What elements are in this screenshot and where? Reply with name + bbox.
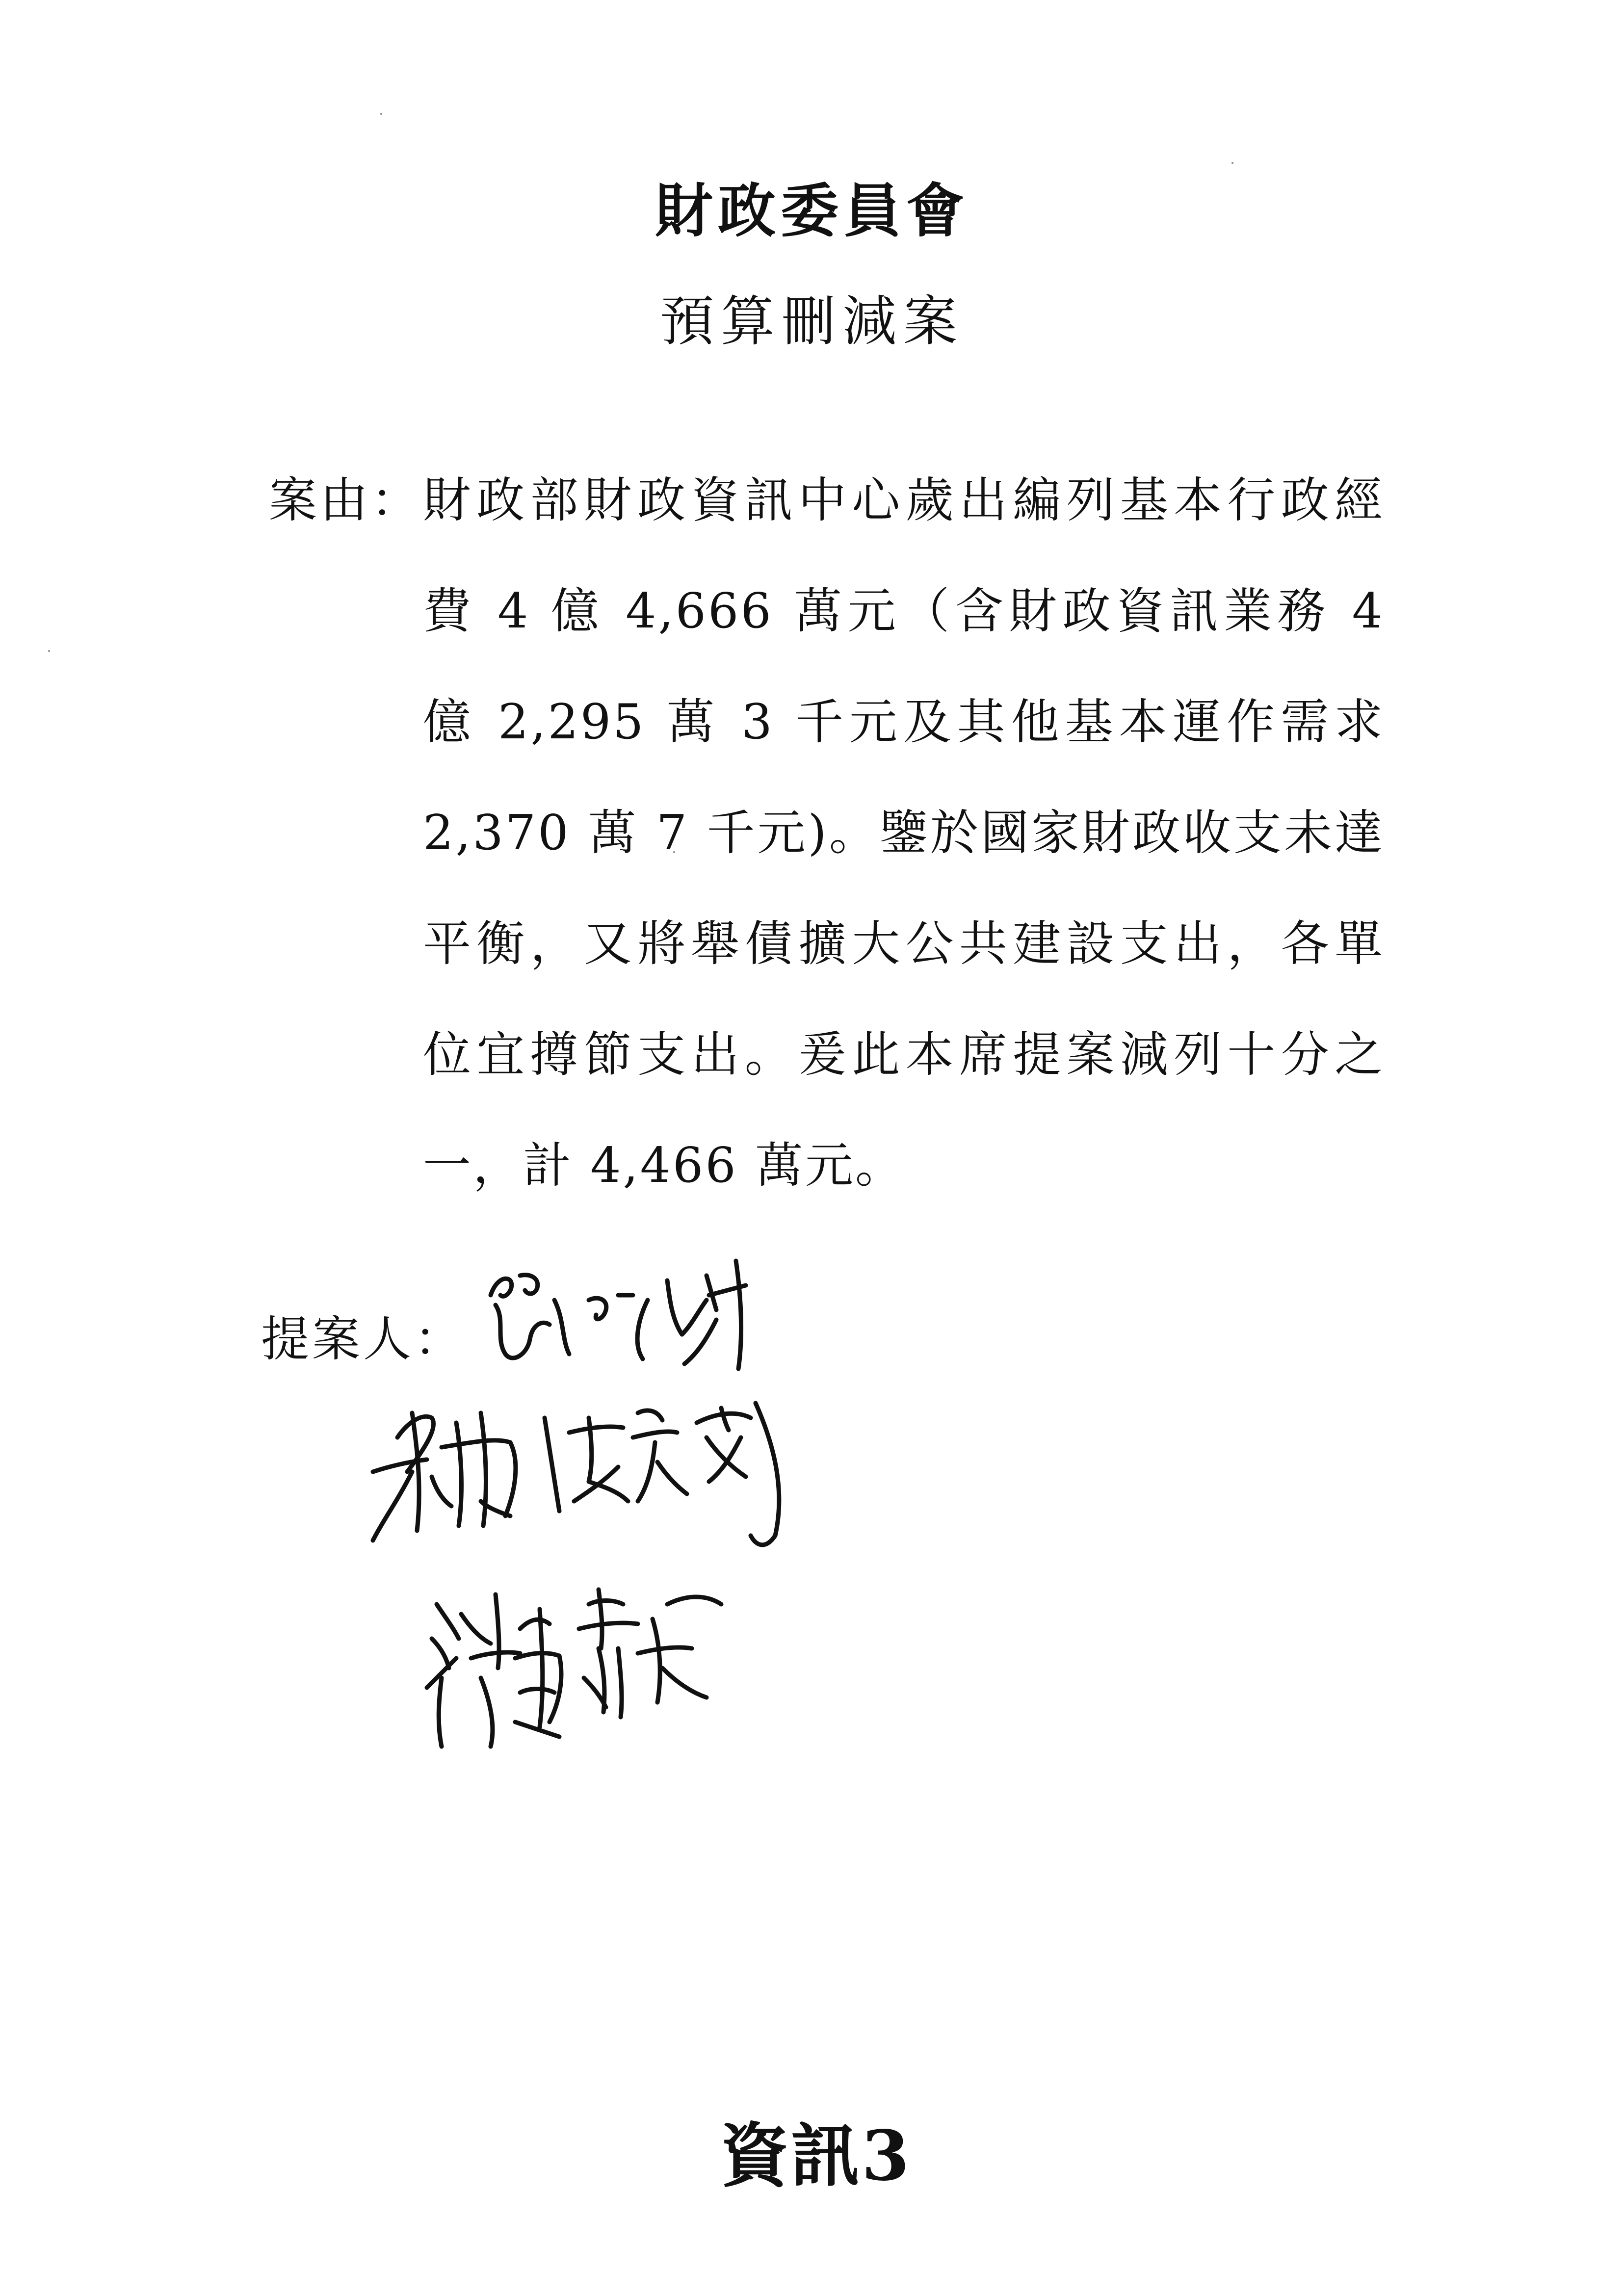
case-line: 2,370 萬 7 千元)。鑒於國家財政收支未達: [423, 805, 1385, 861]
stamp-label: 資訊3: [720, 2116, 912, 2196]
page-title: 財政委員會: [655, 177, 969, 245]
case-line: 一，計 4,466 萬元。: [423, 1138, 905, 1194]
case-line: 億 2,295 萬 3 千元及其他基本運作需求: [423, 694, 1385, 750]
proposer-label: 提案人：: [261, 1311, 466, 1367]
page-subtitle: 預算刪減案: [660, 290, 964, 353]
signature-3: [427, 1590, 721, 1747]
case-label: 案由：: [269, 472, 422, 528]
signature-2: [373, 1403, 779, 1545]
case-line: 平衡，又將舉債擴大公共建設支出，各單: [423, 916, 1385, 972]
case-line: 財政部財政資訊中心歲出編列基本行政經: [423, 472, 1385, 528]
case-line: 位宜撙節支出。爰此本席提案減列十分之: [423, 1027, 1385, 1083]
signature-1: [491, 1261, 746, 1369]
case-line: 費 4 億 4,666 萬元（含財政資訊業務 4: [423, 583, 1385, 639]
